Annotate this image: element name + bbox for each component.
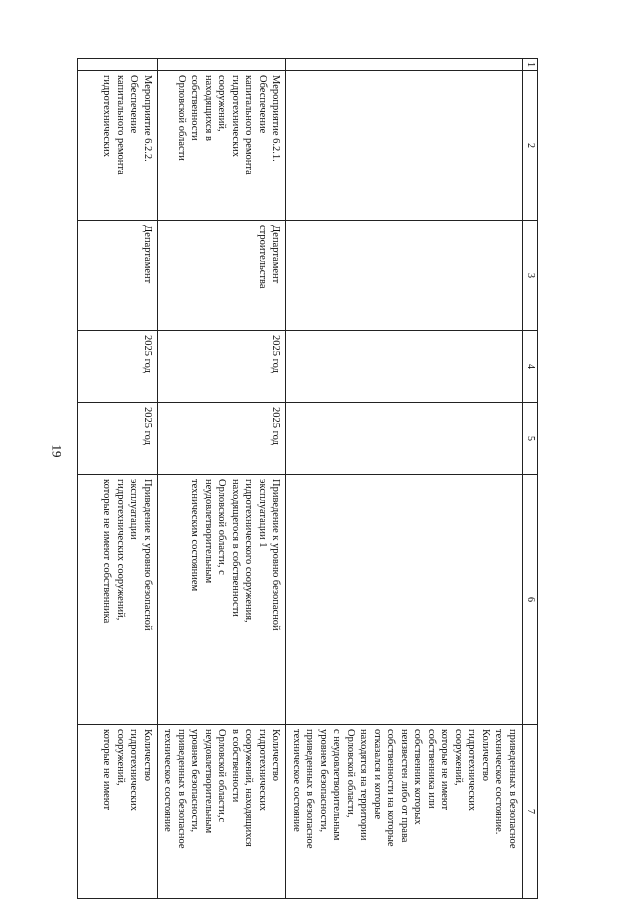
- row3-col3: Департамент: [78, 221, 158, 331]
- header-cell-2: 2: [523, 71, 538, 221]
- measures-table: [77, 58, 538, 899]
- row2-col5: 2025 год: [158, 403, 287, 475]
- table-row: [158, 59, 287, 899]
- row1-col4: [286, 331, 523, 403]
- row1-col3: [286, 221, 523, 331]
- header-cell-6: 6: [523, 475, 538, 725]
- row1-col5: [286, 403, 523, 475]
- header-cell-1: 1: [523, 59, 538, 71]
- row1-col7: приведенных в безопасное техническое состояние. Количество гидротехнических сооружений, которые не имеют собственника или собственник которых неизвестен либо от права собственности на которые отказался и которые находятся на территории Орловской области, с неудовлетворительным уровнем безопасности, приведенных в безопасное техническое состояние: [286, 725, 523, 899]
- row2-col2: Мероприятие 6.2.1. Обеспечение капитального ремонта гидротехнических сооружений, находящихся в собственности Орловской области: [158, 71, 287, 221]
- row2-col1: [158, 59, 287, 71]
- row3-col6: Приведение к уровню безопасной эксплуатации гидротехнических сооружений, которые не имеют собственника: [78, 475, 158, 725]
- header-cell-4: 4: [523, 331, 538, 403]
- header-cell-5: 5: [523, 403, 538, 475]
- row3-col1: [78, 59, 158, 71]
- row1-col1: [286, 59, 523, 71]
- table-row: [78, 59, 158, 899]
- row2-col6: Приведение к уровню безопасной эксплуатации 1 гидротехнического сооружения, находящегося в собственности Орловской области, с неудовлетворительным техническим состоянием: [158, 475, 287, 725]
- row2-col7: Количество гидротехнических сооружений, находящихся в собственности Орловской области,с неудовлетворительным уровнем безопасности, приведенных в безопасное техническое состояние: [158, 725, 287, 899]
- row1-col6: [286, 475, 523, 725]
- row2-col4: 2025 год: [158, 331, 287, 403]
- row2-col3: Департамент строительства: [158, 221, 287, 331]
- header-cell-3: 3: [523, 221, 538, 331]
- header-row: [523, 59, 538, 899]
- row1-col2: [286, 71, 523, 221]
- row3-col2: Мероприятие 6.2.2. Обеспечение капитального ремонта гидротехнических: [78, 71, 158, 221]
- page-number: 19: [49, 444, 65, 458]
- row3-col4: 2025 год: [78, 331, 158, 403]
- measures-table-rotated: [101, 58, 538, 898]
- header-cell-7: 7: [523, 725, 538, 899]
- row3-col7: Количество гидротехнических сооружений, которые не имеют: [78, 725, 158, 899]
- row3-col5: 2025 год: [78, 403, 158, 475]
- table-row: [286, 59, 523, 899]
